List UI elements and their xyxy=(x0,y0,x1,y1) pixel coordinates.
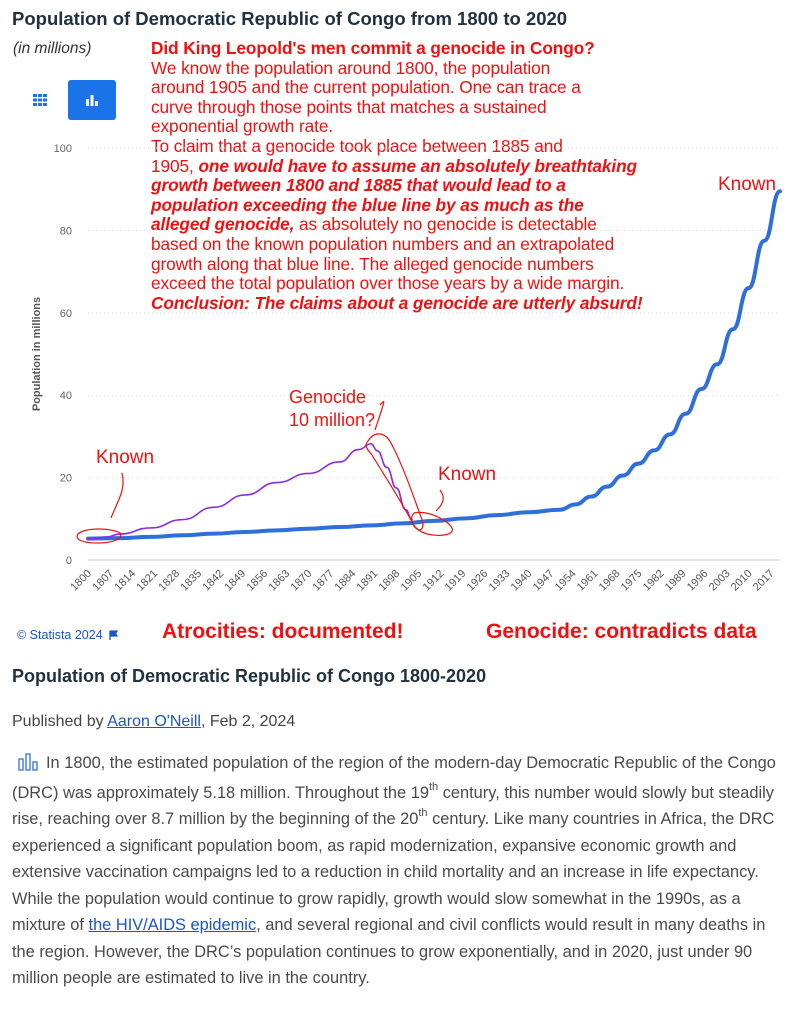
y-axis-title: Population in millions xyxy=(31,296,43,412)
known-left-label: Known xyxy=(96,447,155,468)
x-tick-label: 1849 xyxy=(222,567,249,594)
x-tick-label: 1933 xyxy=(486,567,513,594)
x-tick-label: 1947 xyxy=(530,567,557,594)
table-view-button[interactable] xyxy=(16,80,64,120)
page-title: Population of Democratic Republic of Congo from 1800 to 2020 xyxy=(12,8,568,29)
hiv-aids-link[interactable]: the HIV/AIDS epidemic xyxy=(88,916,257,934)
article-heading: Population of Democratic Republic of Congo 1800-2020 xyxy=(12,666,487,686)
atrocities-banner: Atrocities: documented! xyxy=(162,620,404,643)
statista-credit[interactable] xyxy=(17,628,119,642)
article-text: century. Like many countries in Africa, the DRC experienced a significant population boom, as rapid modernization, expansive economic growth and extensive vaccination campaigns led to a reduction in child mortality and an increase in life expectancy. While the population would continue to grow rapidly, growth would slow somewhat in the 1990s, as a mixture of xyxy=(12,810,775,934)
annotation-line: growth along that blue line. The alleged genocide numbers xyxy=(151,253,594,274)
x-tick-label: 1842 xyxy=(200,567,227,594)
x-tick-label: 2003 xyxy=(706,567,733,594)
genocide-bracket xyxy=(375,402,384,430)
x-tick-label: 1828 xyxy=(156,567,183,594)
grid-icon xyxy=(32,93,48,107)
x-tick-label: 1856 xyxy=(244,567,271,594)
known-right-label: Known xyxy=(718,174,777,195)
article-text: century, this number would slowly but steadily rise, reaching over 8.7 million by the beginning of the 20 xyxy=(12,783,774,828)
published-line xyxy=(12,713,295,731)
population-line xyxy=(88,191,780,538)
x-tick-label: 1800 xyxy=(68,567,95,594)
published-date: , Feb 2, 2024 xyxy=(200,713,296,730)
annotation-line: To claim that a genocide took place between 1885 and xyxy=(151,135,563,156)
annotation-question: Did King Leopold's men commit a genocide in Congo? xyxy=(151,38,595,58)
x-tick-label: 1884 xyxy=(332,567,359,594)
genocide-banner: Genocide: contradicts data xyxy=(486,620,757,643)
article-body xyxy=(12,750,782,992)
known-mid-label: Known xyxy=(438,464,497,485)
y-axis-ticks xyxy=(54,143,72,567)
article-text: In 1800, the estimated population of the region of the modern-day Democratic Republic of the Congo (DRC) was approximately 5.18 million. Throughout the 19 xyxy=(12,754,776,802)
flag-icon xyxy=(109,630,119,641)
author-link[interactable]: Aaron O'Neill xyxy=(107,713,201,730)
x-tick-label: 2010 xyxy=(728,567,755,594)
annotation-line: population exceeding the blue line by as much as the xyxy=(151,194,584,215)
x-axis-ticks xyxy=(68,568,776,594)
chart-subtitle: (in millions) xyxy=(13,40,92,57)
x-tick-label: 1863 xyxy=(266,567,293,594)
annotation-line: exceed the total population over those years by a wide margin. xyxy=(151,273,625,294)
x-tick-label: 1919 xyxy=(442,567,469,594)
annotation-line: curve through those points that matches a sustained xyxy=(151,96,547,117)
y-tick-label: 80 xyxy=(59,225,72,238)
known-left-arrow xyxy=(111,473,123,518)
x-tick-label: 1996 xyxy=(684,567,711,594)
hand-annotations xyxy=(77,174,776,543)
bar-chart-icon xyxy=(85,93,99,107)
x-tick-label: 1891 xyxy=(354,567,381,594)
superscript: th xyxy=(418,807,428,819)
x-tick-label: 1954 xyxy=(552,567,579,594)
y-tick-label: 60 xyxy=(59,307,72,320)
x-tick-label: 1961 xyxy=(574,567,601,594)
known-mid-arrow xyxy=(436,490,443,511)
y-tick-label: 0 xyxy=(65,555,72,567)
population-chart xyxy=(0,130,800,620)
annotation-line-plain: 1905, xyxy=(151,155,199,176)
x-tick-label: 1807 xyxy=(90,567,117,594)
x-tick-label: 1835 xyxy=(178,567,205,594)
x-tick-label: 1821 xyxy=(134,567,161,594)
x-tick-label: 1982 xyxy=(640,567,667,594)
x-tick-label: 1870 xyxy=(288,567,315,594)
x-tick-label: 1877 xyxy=(310,567,337,594)
annotation-line-plain: as absolutely no genocide is detectable xyxy=(294,214,597,235)
article-text: , and several regional and civil conflicts would result in many deaths in the region. However, the DRC’s population continues to grow exponentially, and in 2020, just under 90 million people are estimated to live in the country. xyxy=(12,916,766,987)
credit-text: © Statista 2024 xyxy=(17,628,103,642)
annotation-conclusion: Conclusion: The claims about a genocide are utterly absurd! xyxy=(151,292,643,313)
chart-series xyxy=(88,191,780,538)
x-tick-label: 1814 xyxy=(112,567,139,594)
y-tick-label: 100 xyxy=(53,143,72,155)
statistic-icon xyxy=(18,753,38,780)
y-tick-label: 20 xyxy=(59,472,72,485)
published-prefix: Published by xyxy=(12,713,108,730)
x-tick-label: 1975 xyxy=(618,567,645,594)
annotation-line-bold: alleged genocide, xyxy=(151,214,295,235)
chart-gridlines xyxy=(88,148,780,560)
x-tick-label: 1940 xyxy=(508,567,535,594)
x-tick-label: 1905 xyxy=(398,567,425,594)
annotation-line: around 1905 and the current population. One can trace a xyxy=(151,77,581,98)
y-tick-label: 40 xyxy=(59,390,72,403)
x-tick-label: 1898 xyxy=(376,567,403,594)
x-tick-label: 1989 xyxy=(662,567,689,594)
known-left-ellipse xyxy=(77,529,121,543)
x-tick-label: 1926 xyxy=(464,567,491,594)
annotation-line: We know the population around 1800, the population xyxy=(151,57,551,78)
annotation-line-bold: one would have to assume an absolutely breathtaking xyxy=(198,155,638,176)
annotation-line: based on the known population numbers and an extrapolated xyxy=(151,233,615,254)
annotation-line: growth between 1800 and 1885 that would lead to a xyxy=(151,175,566,196)
x-tick-label: 2017 xyxy=(750,567,777,594)
superscript: th xyxy=(428,780,439,793)
x-tick-label: 1912 xyxy=(420,567,447,594)
genocide-value-label: 10 million? xyxy=(289,410,376,430)
chart-view-button[interactable] xyxy=(68,80,116,120)
x-tick-label: 1968 xyxy=(596,567,623,594)
genocide-label: Genocide xyxy=(289,387,367,407)
annotation-line: exponential growth rate. xyxy=(151,116,334,137)
